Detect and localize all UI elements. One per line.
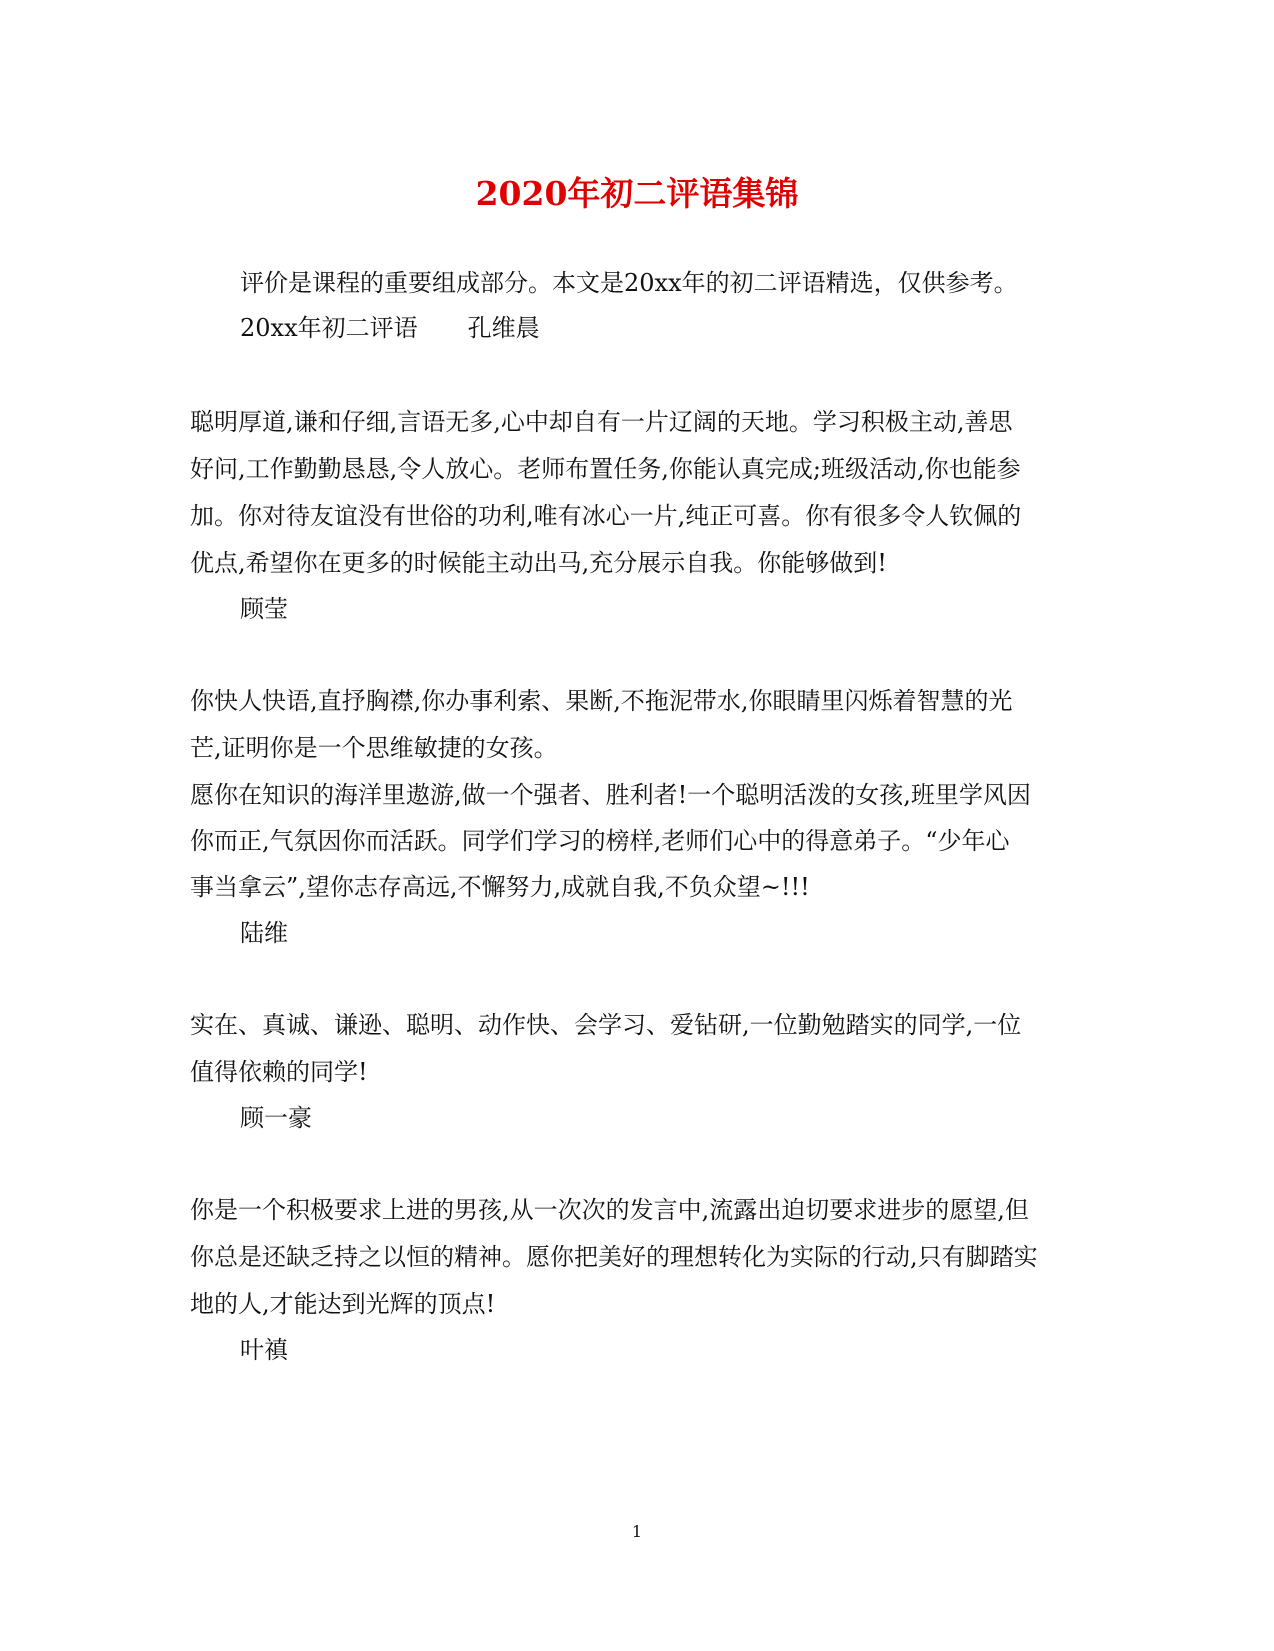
student-name: 叶禛 (240, 1336, 288, 1364)
comment-line: 地的人,才能达到光辉的顶点! (190, 1290, 496, 1318)
student-name: 孔维晨 (467, 314, 540, 342)
comment-line: 好问,工作勤勤恳恳,令人放心。老师布置任务,你能认真完成;班级活动,你也能参 (190, 455, 1021, 483)
comment-line: 你而正,气氛因你而活跃。同学们学习的榜样,老师们心中的得意弟子。“少年心 (190, 827, 1010, 855)
student-name: 顾莹 (240, 595, 288, 623)
comment-line: 聪明厚道,谦和仔细,言语无多,心中却自有一片辽阔的天地。学习积极主动,善思 (190, 408, 1013, 436)
document-title: 2020年初二评语集锦 (475, 174, 799, 213)
comment-line: 你快人快语,直抒胸襟,你办事利索、果断,不拖泥带水,你眼睛里闪烁着智慧的光 (190, 687, 1013, 715)
student-name: 陆维 (240, 919, 288, 947)
intro-paragraph: 评价是课程的重要组成部分。本文是20xx年的初二评语精选，仅供参考。 (240, 269, 1018, 297)
student-name: 顾一豪 (240, 1104, 312, 1132)
subheading-line (240, 313, 540, 343)
comment-line: 你总是还缺乏持之以恒的精神。愿你把美好的理想转化为实际的行动,只有脚踏实 (190, 1243, 1038, 1271)
subheading: 20xx年初二评语 (240, 314, 418, 342)
comment-line: 芒,证明你是一个思维敏捷的女孩。 (190, 734, 558, 762)
comment-line: 你是一个积极要求上进的男孩,从一次次的发言中,流露出迫切要求进步的愿望,但 (190, 1196, 1029, 1224)
page-number: 1 (631, 1522, 643, 1541)
comment-line: 实在、真诚、谦逊、聪明、动作快、会学习、爱钻研,一位勤勉踏实的同学,一位 (190, 1011, 1022, 1039)
comment-line: 事当拿云”,望你志存高远,不懈努力,成就自我,不负众望~!!! (190, 873, 810, 901)
comment-line: 加。你对待友谊没有世俗的功利,唯有冰心一片,纯正可喜。你有很多令人钦佩的 (190, 502, 1022, 530)
comment-line: 愿你在知识的海洋里遨游,做一个强者、胜利者!一个聪明活泼的女孩,班里学风因 (190, 781, 1031, 809)
comment-line: 优点,希望你在更多的时候能主动出马,充分展示自我。你能够做到! (190, 549, 887, 577)
comment-line: 值得依赖的同学! (190, 1058, 368, 1086)
